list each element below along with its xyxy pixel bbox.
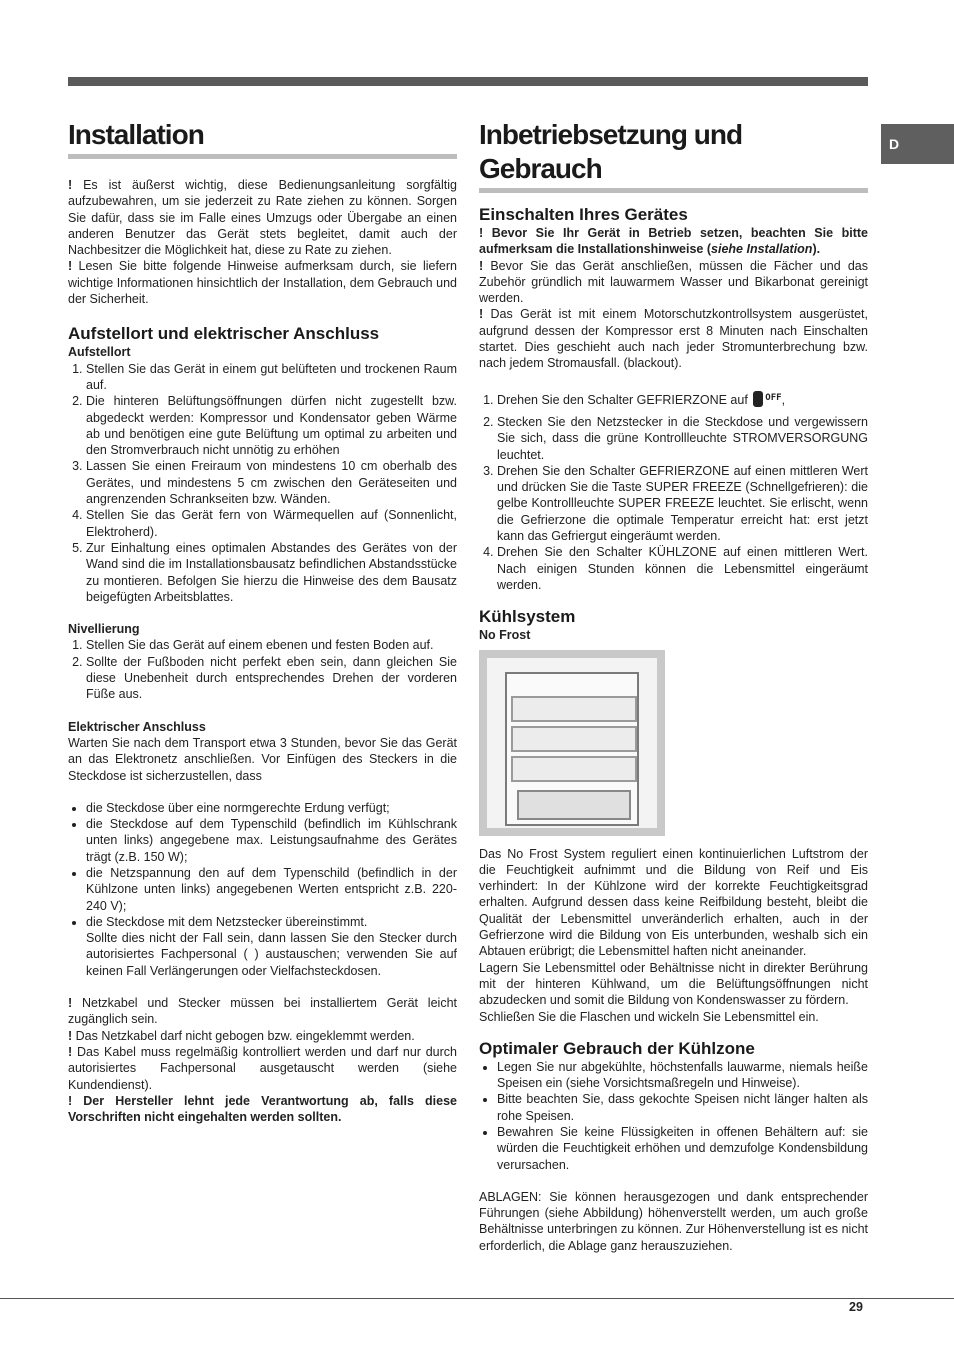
- footer-rule: [0, 1298, 954, 1299]
- list-item: 2. Die hinteren Belüftungsöffnungen dürfen nicht zugestellt bzw. abgedeckt werden: Kompressor und Kondensator geben Wärme ab und benötigen eine gute Belüftung um optimal zu arbeiten und den Stromverbrauch nicht unnötig zu erhöhen: [86, 393, 457, 458]
- list-item: 1. Stellen Sie das Gerät auf einem ebenen und festen Boden auf.: [86, 637, 457, 653]
- list-item: 2. Sollte der Fußboden nicht perfekt eben sein, dann gleichen Sie diese Unebenheit durch entsprechendes Drehen der vorderen Füße aus.: [86, 654, 457, 703]
- fridge-illustration: [479, 650, 665, 836]
- subheading-elektrischer-anschluss: Elektrischer Anschluss: [68, 719, 206, 734]
- einschalten-note-1: ! Bevor Sie das Gerät anschließen, müssen die Fächer und das Zubehör gründlich mit lauwarmem Wasser und Bikarbonat gereinigt werden.: [479, 258, 868, 306]
- nofrost-paragraph: Das No Frost System reguliert einen kontinuierlichen Luftstrom der die Feuchtigkeit aufnimmt und die Bildung von Reif und Eis verhindert: In der Kühlzone wird der korrekte Feuchtigkeitsgrad erhalten. Aufgrund dessen dass keine Reifbildung besteht, bleibt die Qualität der Lebensmittel unveränderlich erhalten, auch in der Gefrierzone wird die Bildung von Eis unterbunden, weshalb sich ein Abtauen erübrigt; die Lebensmittel haften nicht aneinander.: [479, 846, 868, 959]
- nofrost-paragraph-3: Schließen Sie die Flaschen und wickeln Sie Lebensmittel ein.: [479, 1009, 819, 1024]
- installation-title: Installation: [68, 118, 457, 159]
- warning-1: ! Netzkabel und Stecker müssen bei installiertem Gerät leicht zugänglich sein.: [68, 996, 457, 1027]
- list-item: • die Netzspannung den auf dem Typenschild (befindlich in der Kühlzone unten links) angegebenen Werten entspricht z.B. 220-240 V);: [86, 865, 457, 914]
- subheading-no-frost: No Frost: [479, 628, 531, 643]
- section-aufstellort-anschluss: Aufstellort und elektrischer Anschluss: [68, 324, 380, 344]
- knob-icon: [753, 391, 763, 407]
- list-item: 4. Drehen Sie den Schalter KÜHLZONE auf einen mittleren Wert. Nach einigen Stunden können die Lebensmittel eingeräumt werden.: [497, 544, 868, 593]
- warning-3: ! Das Kabel muss regelmäßig kontrolliert werden und darf nur durch autorisiertes Fachpersonal ausgetauscht werden (siehe Kundendienst).: [68, 1044, 457, 1092]
- list-item: 3. Drehen Sie den Schalter GEFRIERZONE auf einen mittleren Wert und drücken Sie die Taste SUPER FREEZE (Schnellgefrieren): die gelbe Kontrollleuchte SUPER FREEZE leuchtet. Sie erlischt, wenn die Gefrierzone die optimale Temperatur erreicht hat: erst jetzt kann das Gefriergut eingeräumt werden.: [497, 463, 868, 544]
- nivellierung-list: [68, 637, 457, 702]
- list-item: • Bewahren Sie keine Flüssigkeiten in offenen Behältern auf: sie würden die Feuchtigkeit erhöhen und demzufolge Kondensbildung verursachen.: [497, 1124, 868, 1173]
- list-item: • die Steckdose über eine normgerechte Erdung verfügt;: [86, 800, 457, 816]
- subheading-aufstellort: Aufstellort: [68, 345, 131, 360]
- elektrisch-bullets: [68, 800, 457, 930]
- nofrost-paragraph-2: Lagern Sie Lebensmittel oder Behältnisse nicht in direkter Berührung mit der hinteren Kühlwand, um die Belüftungsöffnungen nicht abzudecken und somit die Bildung von Kondenswasser zu fördern.: [479, 960, 868, 1008]
- final-warning: ! Der Hersteller lehnt jede Verantwortung ab, falls diese Vorschriften nicht eingehalten werden sollten.: [68, 1093, 457, 1125]
- optimal-bullets: [479, 1059, 868, 1173]
- list-item: • die Steckdose mit dem Netzstecker übereinstimmt.: [86, 914, 457, 930]
- warning-2: ! Das Netzkabel darf nicht gebogen bzw. eingeklemmt werden.: [68, 1028, 415, 1043]
- intro-paragraph-2: ! Lesen Sie bitte folgende Hinweise aufmerksam durch, sie liefern wichtige Informationen hinsichtlich der Installation, dem Gebrauch und der Sicherheit.: [68, 259, 457, 307]
- ablagen-paragraph: ABLAGEN: Sie können herausgezogen und dank entsprechender Führungen (siehe Abbildung) höhenverstellt werden, um auch große Behältnisse unterbringen zu können. Zur Höhenverstellung ist es nicht erforderlich, die Ablage ganz herauszuziehen.: [479, 1189, 868, 1253]
- language-tab: D: [881, 124, 954, 164]
- subheading-nivellierung: Nivellierung: [68, 622, 140, 637]
- right-column: [479, 118, 868, 1254]
- list-item: 1. Stellen Sie das Gerät in einem gut belüfteten und trockenen Raum auf.: [86, 361, 457, 394]
- left-column: [68, 118, 457, 1125]
- list-item: • Legen Sie nur abgekühlte, höchstenfalls lauwarme, niemals heiße Speisen ein (siehe Vorsichtsmaßregeln und Hinweise).: [497, 1059, 868, 1092]
- section-kuehlsystem: Kühlsystem: [479, 607, 576, 627]
- aufstellort-list: [68, 361, 457, 605]
- list-item: 3. Lassen Sie einen Freiraum von mindestens 10 cm oberhalb des Gerätes, und mindestens 5 cm zwischen den Geräteseiten und angrenzenden Schrankseiten bzw. Wänden.: [86, 458, 457, 507]
- top-rule: [68, 77, 868, 86]
- elektrisch-paragraph: Warten Sie nach dem Transport etwa 3 Stunden, bevor Sie das Gerät an das Elektronetz anschließen. Vor Einfügen des Steckers in die Steckdose ist sicherzustellen, dass: [68, 735, 457, 783]
- list-item: 1. Drehen Sie den Schalter GEFRIERZONE auf $^{OFF}$,: [497, 390, 868, 408]
- elektrisch-after: Sollte dies nicht der Fall sein, dann lassen Sie den Stecker durch autorisiertes Fachpersonal ( ) austauschen; verwenden Sie auf keinen Fall Verlängerungen oder Vielfachsteckdosen.: [86, 931, 457, 978]
- list-item: 2. Stecken Sie den Netzstecker in die Steckdose und vergewissern Sie sich, dass die grüne Kontrollleuchte STROMVERSORGUNG leuchtet.: [497, 414, 868, 463]
- list-item: • Bitte beachten Sie, dass gekochte Speisen nicht länger halten als rohe Speisen.: [497, 1091, 868, 1124]
- list-item: • die Steckdose auf dem Typenschild (befindlich im Kühlschrank unten links) angegebene max. Leistungsaufnahme des Gerätes trägt (z.B. 150 W);: [86, 816, 457, 865]
- list-item: 5. Zur Einhaltung eines optimalen Abstandes des Gerätes von der Wand sind die im Installationsbausatz befindlichen Abstandsstücke zu montieren. Befolgen Sie hierzu die Hinweise des dem Bausatz beigefügten Arbeitsblattes.: [86, 540, 457, 605]
- section-optimaler-gebrauch: Optimaler Gebrauch der Kühlzone: [479, 1038, 755, 1058]
- section-einschalten: Einschalten Ihres Gerätes: [479, 205, 688, 224]
- inbetriebsetzung-title: Inbetriebsetzung und Gebrauch: [479, 118, 868, 193]
- off-symbol: OFF: [765, 392, 782, 403]
- page-number: 29: [849, 1300, 863, 1314]
- einschalten-steps: [479, 390, 868, 594]
- einschalten-note-2: ! Das Gerät ist mit einem Motorschutzkontrollsystem ausgerüstet, aufgrund dessen der Kompressor erst 8 Minuten nach Einschalten startet. Dies geschieht auch nach jeder Stromunterbrechung bzw. nach jedem Stromausfall. (blackout).: [479, 307, 868, 371]
- list-item: 4. Stellen Sie das Gerät fern von Wärmequellen auf (Sonnenlicht, Elektroherd).: [86, 507, 457, 540]
- einschalten-warning: ! Bevor Sie Ihr Gerät in Betrieb setzen, beachten Sie bitte aufmerksam die Installationshinweise (siehe Installation).: [479, 226, 868, 257]
- intro-paragraph-1: ! Es ist äußerst wichtig, diese Bedienungsanleitung sorgfältig aufzubewahren, um sie jederzeit zu Rate ziehen zu können. Sorgen Sie dafür, dass sie im Falle eines Umzugs oder Übergabe an einen anderen Benutzer das Gerät stets begleitet, damit auch der Nachbesitzer die Möglichkeit hat, diese zu Rate zu ziehen.: [68, 178, 457, 258]
